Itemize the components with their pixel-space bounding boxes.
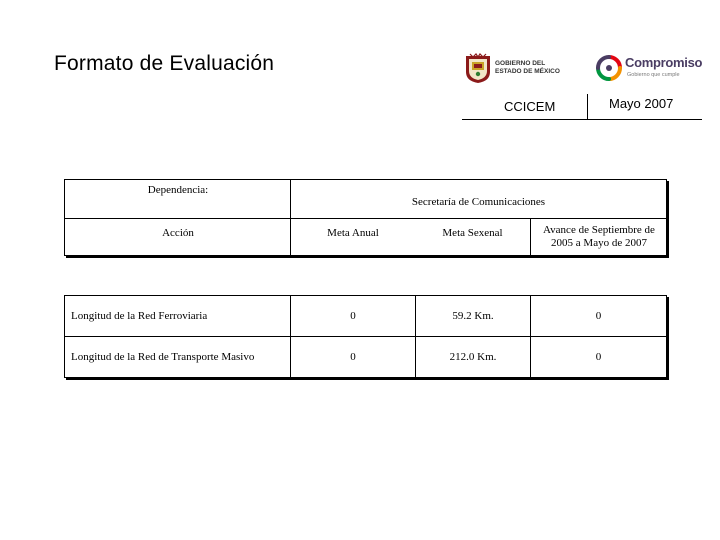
gobierno-line2: ESTADO DE MÉXICO <box>495 67 560 75</box>
header-divider <box>587 94 588 119</box>
compromiso-wordmark: Compromiso <box>625 55 703 70</box>
compromiso-swirl-icon <box>596 55 622 81</box>
column-header-accion: Acción <box>162 226 194 239</box>
page-title: Formato de Evaluación <box>54 52 275 75</box>
row-accion: Longitud de la Red de Transporte Masivo <box>71 350 255 363</box>
compromiso-logo <box>596 53 706 85</box>
report-date: Mayo 2007 <box>609 96 674 111</box>
dependencia-value: Secretaría de Comunicaciones <box>411 195 546 208</box>
row-meta-sexenal: 212.0 Km. <box>449 350 497 363</box>
row-meta-anual: 0 <box>350 350 356 363</box>
row-accion: Longitud de la Red Ferroviaria <box>71 309 208 322</box>
table-divider <box>530 218 531 255</box>
header-underline <box>462 119 702 120</box>
gobierno-line1: GOBIERNO DEL <box>495 60 546 67</box>
column-header-meta-anual: Meta Anual <box>327 226 379 239</box>
row-avance: 0 <box>595 350 602 363</box>
row-avance: 0 <box>595 309 602 322</box>
column-header-avance: Avance de Septiembre de 2005 a Mayo de 2007 <box>543 223 655 249</box>
dependencia-label: Dependencia: <box>147 183 209 196</box>
data-table <box>64 295 667 378</box>
gobierno-estado-mexico-logo <box>464 50 576 90</box>
info-table <box>64 179 667 256</box>
row-meta-sexenal: 59.2 Km. <box>452 309 494 322</box>
row-meta-anual: 0 <box>350 309 356 322</box>
state-seal-icon <box>464 52 492 84</box>
table-divider <box>290 180 291 218</box>
compromiso-tagline: Gobierno que cumple <box>627 72 680 78</box>
org-acronym: CCICEM <box>504 99 556 114</box>
column-header-meta-sexenal: Meta Sexenal <box>442 226 503 239</box>
